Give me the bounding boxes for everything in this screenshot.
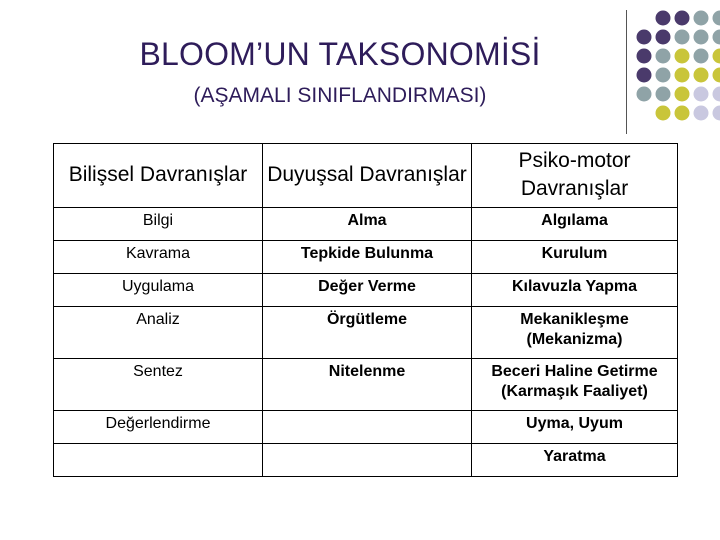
column-header-affective: Duyuşsal Davranışlar (263, 144, 472, 208)
table-cell: Tepkide Bulunma (263, 241, 472, 274)
table-cell: Nitelenme (263, 359, 472, 411)
table-row (54, 444, 678, 477)
table-cell: Alma (263, 208, 472, 241)
decorative-dot (713, 106, 720, 121)
table-cell: Bilgi (54, 208, 263, 241)
decorative-dot (656, 106, 671, 121)
table-cell: Kurulum (472, 241, 678, 274)
table-header-row (54, 144, 678, 208)
decorative-dot (713, 11, 720, 26)
decorative-dot (656, 49, 671, 64)
table-cell: Sentez (54, 359, 263, 411)
table-cell: Değerlendirme (54, 411, 263, 444)
decorative-dot (656, 11, 671, 26)
decorative-dot (675, 30, 690, 45)
decorative-dot (713, 68, 720, 83)
decorative-dot (675, 68, 690, 83)
decorative-dot (713, 87, 720, 102)
decorative-dot (675, 49, 690, 64)
table-cell (263, 411, 472, 444)
table-cell: Yaratma (472, 444, 678, 477)
table-cell (54, 444, 263, 477)
decorative-dot (656, 30, 671, 45)
decorative-dot (637, 49, 652, 64)
page-subtitle: (AŞAMALI SINIFLANDIRMASI) (193, 84, 487, 107)
decorative-dot (637, 68, 652, 83)
table-cell: Algılama (472, 208, 678, 241)
column-header-psychomotor: Psiko-motor Davranışlar (472, 144, 678, 208)
table-row (54, 274, 678, 307)
decorative-dot (694, 87, 709, 102)
decorative-dot (713, 30, 720, 45)
table-cell: Kavrama (54, 241, 263, 274)
decorative-dot (694, 106, 709, 121)
table-row (54, 411, 678, 444)
table-cell: Analiz (54, 307, 263, 359)
decorative-dot (694, 68, 709, 83)
table-cell: Mekanikleşme (Mekanizma) (472, 307, 678, 359)
page-title: BLOOM’UN TAKSONOMİSİ (139, 36, 541, 72)
decorative-dot (675, 11, 690, 26)
decorative-dot (656, 68, 671, 83)
decorative-dot (675, 87, 690, 102)
decorative-dot (694, 30, 709, 45)
table-cell (263, 444, 472, 477)
table-cell: Kılavuzla Yapma (472, 274, 678, 307)
decorative-dot (656, 87, 671, 102)
decorative-dot-grid (0, 0, 720, 140)
table-row (54, 208, 678, 241)
decorative-dot (694, 49, 709, 64)
table-row (54, 241, 678, 274)
table-row (54, 359, 678, 411)
table-row (54, 307, 678, 359)
decorative-dot (694, 11, 709, 26)
table-cell: Uygulama (54, 274, 263, 307)
table-cell: Örgütleme (263, 307, 472, 359)
decorative-dot (637, 87, 652, 102)
table-cell: Uyma, Uyum (472, 411, 678, 444)
decorative-dot (713, 49, 720, 64)
decorative-dot (675, 106, 690, 121)
taxonomy-table (53, 143, 678, 477)
column-header-cognitive: Bilişsel Davranışlar (54, 144, 263, 208)
decorative-dot (637, 30, 652, 45)
table-cell: Beceri Haline Getirme (Karmaşık Faaliyet) (472, 359, 678, 411)
table-cell: Değer Verme (263, 274, 472, 307)
